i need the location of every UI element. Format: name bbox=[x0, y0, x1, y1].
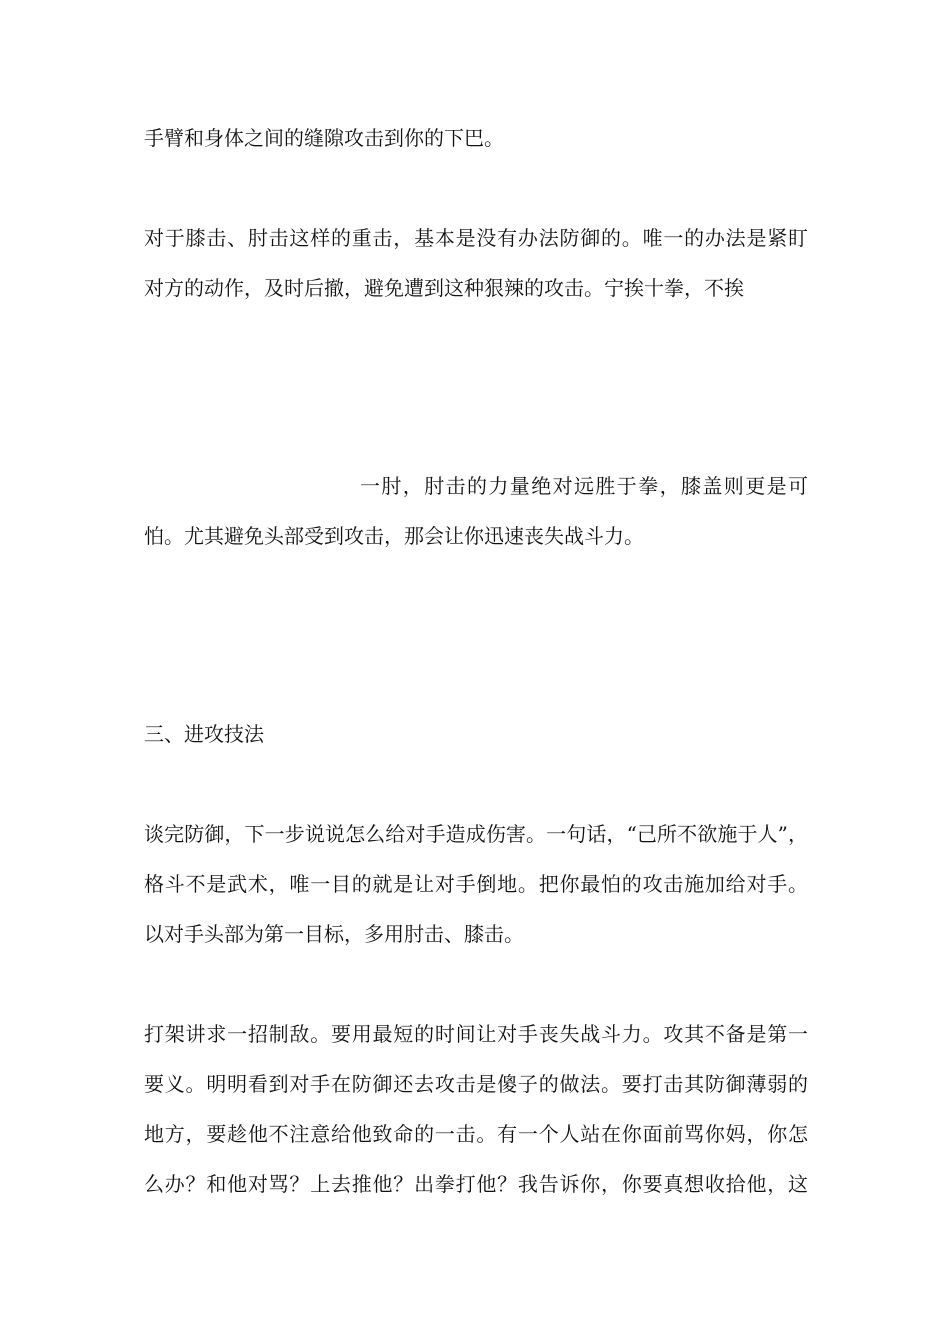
text-line: 一肘，肘击的力量绝对远胜于拳，膝盖则更是可 bbox=[360, 474, 808, 498]
text-line: 么办？和他对骂？上去推他？出拳打他？我告诉你，你要真想收拾他，这 bbox=[144, 1172, 808, 1196]
text-line: 怕。尤其避免头部受到攻击，那会让你迅速丧失战斗力。 bbox=[144, 524, 644, 548]
text-line: 打架讲求一招制敌。要用最短的时间让对手丧失战斗力。攻其不备是第一 bbox=[144, 1022, 808, 1046]
text-line: 要义。明明看到对手在防御还去攻击是傻子的做法。要打击其防御薄弱的 bbox=[144, 1072, 808, 1096]
text-line: 地方，要趁他不注意给他致命的一击。有一个人站在你面前骂你妈，你怎 bbox=[144, 1122, 808, 1146]
text-line: 对方的动作，及时后撤，避免遭到这种狠辣的攻击。宁挨十拳，不挨 bbox=[144, 276, 744, 300]
section-heading: 三、进攻技法 bbox=[144, 722, 264, 746]
text-line: 以对手头部为第一目标，多用肘击、膝击。 bbox=[144, 922, 524, 946]
text-line: 对于膝击、肘击这样的重击，基本是没有办法防御的。唯一的办法是紧盯 bbox=[144, 226, 808, 250]
text-line: 手臂和身体之间的缝隙攻击到你的下巴。 bbox=[144, 126, 504, 150]
text-line: 谈完防御，下一步说说怎么给对手造成伤害。一句话，“己所不欲施于人”， bbox=[144, 822, 808, 846]
text-line: 格斗不是武术，唯一目的就是让对手倒地。把你最怕的攻击施加给对手。 bbox=[144, 872, 808, 896]
